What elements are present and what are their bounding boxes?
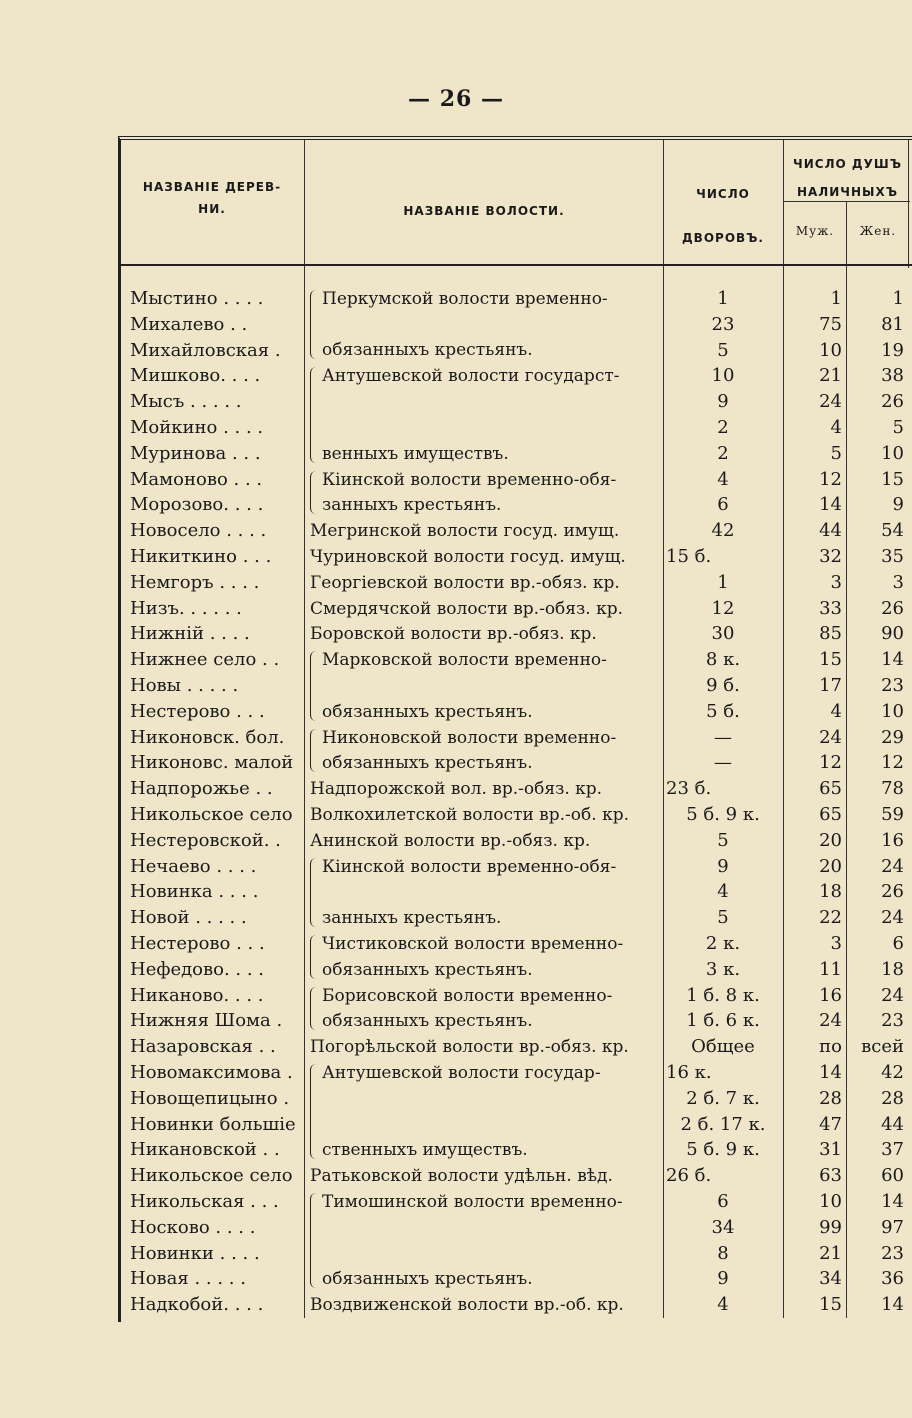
volost-group [310,931,662,983]
dvor-count: 5 б. [706,700,740,722]
group-brace [310,858,319,927]
men-count: 4 [830,417,842,438]
volost-name: венныхъ имуществъ. [322,443,509,464]
women-count: 42 [881,1062,904,1083]
dvor-count: 9 [717,1268,729,1290]
men-count: 33 [819,597,842,619]
dvor-count: 4 [717,881,729,903]
dvor-count: 34 [711,1216,735,1238]
dvor-count: 2 к. [705,933,741,954]
dvor-count: 9 [717,855,729,877]
volost-name: Тимошинской волости временно- [322,1192,623,1212]
village-name: Нижнее село . . [130,649,280,671]
women-count: 24 [881,907,904,929]
women-count: 26 [881,881,904,903]
women-count: 16 [881,829,904,851]
dvor-count: 26 б. [666,1165,712,1187]
women-count: 54 [881,520,904,542]
women-count: 14 [881,1294,904,1316]
women-count: 23 [881,1242,904,1264]
group-brace [310,729,319,773]
volost-group [310,647,662,724]
women-count: 26 [881,391,904,413]
men-header: Муж. [795,224,835,238]
volost-name: занныхъ крестьянъ. [322,907,502,928]
dvor-header [665,172,781,260]
page-number: — 26 — [408,86,504,112]
dvor-count: 30 [711,623,735,645]
dvor-header-line2: ДВОРОВЪ. [681,231,764,245]
group-brace [310,471,319,515]
women-count: 24 [881,855,904,877]
men-count: 34 [819,1268,842,1290]
men-count: 21 [819,365,842,387]
women-count: 37 [881,1139,904,1161]
souls-header [785,150,910,206]
group-brace [310,935,319,979]
village-name: Назаровская . . [130,1036,276,1058]
volost-name: обязанныхъ крестьянъ. [322,1269,533,1290]
men-count: 1 [830,288,842,309]
volost-name: Борисовской волости временно- [322,985,613,1006]
volost-name: Мегринской волости госуд. имущ. [310,521,620,542]
village-name: Михайловская . [130,339,281,361]
volost-name: Марковской волости временно- [322,650,607,671]
women-header: Жен. [859,224,897,238]
volost-group [310,467,662,519]
table-row [0,802,912,828]
village-header-line2: НИ. [198,202,226,216]
village-name: Никиткино . . . [130,546,272,567]
men-count: 32 [819,546,842,567]
table-row [0,1163,912,1189]
men-count: 20 [819,829,842,851]
village-name: Надкобой. . . . [130,1294,264,1316]
village-name: Немгоръ . . . . [130,571,260,593]
dvor-count: 8 [717,1242,729,1264]
volost-name: занныхъ крестьянъ. [322,495,502,516]
women-count: 15 [881,468,904,490]
women-count: 12 [881,752,904,774]
dvor-count: 2 б. 17 к. [680,1113,766,1135]
dvor-count: 5 б. 9 к. [686,1139,760,1161]
men-count: 75 [819,313,842,335]
table-row [0,518,912,544]
women-count: 23 [881,1010,904,1032]
women-count: 26 [881,597,904,619]
women-count: 6 [892,933,904,954]
village-name: Мамоново . . . [130,468,263,490]
volost-name: Антушевской волости государст- [322,366,620,387]
village-name: Новы . . . . . [130,675,239,696]
dvor-count: 5 [717,339,729,361]
women-count: 35 [881,546,904,567]
women-count: 23 [881,675,904,696]
men-count: 3 [830,933,842,954]
volost-name: Чистиковской волости временно- [322,934,624,954]
dvor-count: 9 [717,391,729,413]
village-name: Никольская . . . [130,1191,279,1212]
village-name: Никоновск. бол. [130,726,285,748]
village-name: Новая . . . . . [130,1268,246,1290]
volost-name: Боровской волости вр.-обяз. кр. [310,624,597,645]
dvor-count: 1 б. 6 к. [686,1010,760,1032]
women-count: 78 [881,778,904,800]
village-name: Новощепицыно . [130,1087,290,1109]
women-count: 9 [892,494,904,516]
men-count: 21 [819,1242,842,1264]
volost-group [310,725,662,777]
men-count: 65 [819,804,842,825]
men-count: 31 [819,1139,842,1161]
volost-group [310,363,662,466]
dvor-count: 10 [711,365,735,387]
village-name: Новинки большiе [130,1113,296,1135]
table-row [0,621,912,647]
dvor-count: 2 [717,417,729,438]
women-count: 14 [881,649,904,671]
men-count: 10 [819,1191,842,1212]
group-brace [310,1193,319,1288]
men-count: 3 [830,571,842,593]
dvor-count: 42 [711,520,735,542]
volost-group [310,286,662,363]
table-row [0,828,912,854]
men-count: 5 [830,442,842,464]
volost-name: Анинской волости вр.-обяз. кр. [310,830,591,851]
dvor-header-line1: ЧИСЛО [696,187,750,201]
volost-header: НАЗВАНIЕ ВОЛОСТИ. [403,204,565,218]
men-count: 10 [819,339,842,361]
volost-name: обязанныхъ крестьянъ. [322,1011,533,1032]
men-count: 28 [819,1087,842,1109]
men-count: по [819,1036,842,1058]
table-row [0,1292,912,1318]
men-count: 20 [819,855,842,877]
group-brace [310,987,319,1031]
village-name: Нестерово . . . [130,700,265,722]
village-header [122,176,302,220]
men-count: 85 [819,623,842,645]
village-name: Никольское село [130,1165,293,1187]
men-count: 12 [819,468,842,490]
men-count: 14 [819,494,842,516]
women-count: 19 [881,339,904,361]
women-count: 10 [881,442,904,464]
women-count: 29 [881,726,904,748]
souls-header-line1: ЧИСЛО ДУШЪ [793,157,902,171]
group-brace [310,651,319,720]
dvor-count: 23 б. [666,778,712,800]
men-count: 44 [819,520,842,542]
men-count: 22 [819,907,842,929]
dvor-count: 6 [717,494,729,516]
dvor-count: 15 б. [666,546,712,567]
men-count: 65 [819,778,842,800]
village-name: Нижняя Шома . [130,1010,283,1032]
women-count: 38 [881,365,904,387]
dvor-count: 9 б. [706,675,740,696]
volost-name: Волкохилетской волости вр.-об. кр. [310,805,629,825]
volost-name: Надпорожской вол. вр.-обяз. кр. [310,779,603,800]
volost-name: Погорѣльской волости вр.-обяз. кр. [310,1037,629,1058]
dvor-count: 1 б. 8 к. [686,984,760,1006]
dvor-count: 8 к. [705,649,741,671]
dvor-count: 1 [717,288,729,309]
dvor-count: 23 [711,313,735,335]
village-name: Мишково. . . . [130,365,261,387]
village-name: Мысъ . . . . . [130,391,242,413]
volost-name: Воздвиженской волости вр.-об. кр. [310,1295,624,1316]
village-name: Никоновс. малой [130,752,294,774]
dvor-count: 16 к. [666,1062,712,1083]
women-count: 81 [881,313,904,335]
village-name: Мойкино . . . . [130,417,264,438]
table-row [0,596,912,622]
men-count: 17 [819,675,842,696]
village-name: Нестеровской. . [130,829,281,851]
table-row [0,1034,912,1060]
village-name: Никольское село [130,804,293,825]
volost-name: обязанныхъ крестьянъ. [322,959,533,980]
volost-name: Никоновской волости временно- [322,727,617,748]
volost-group [310,1189,662,1292]
women-count: 97 [881,1216,904,1238]
dvor-count: 5 [717,829,729,851]
men-count: 16 [819,984,842,1006]
women-count: 18 [881,958,904,980]
table-row [0,544,912,570]
village-name: Новосело . . . . [130,520,267,542]
volost-name: Антушевской волости государ- [322,1063,601,1083]
dvor-count: 5 [717,907,729,929]
women-count: 14 [881,1191,904,1212]
volost-name: обязанныхъ крестьянъ. [322,701,533,722]
men-count: 47 [819,1113,842,1135]
men-count: 18 [819,881,842,903]
dvor-count: 2 б. 7 к. [686,1087,760,1109]
men-count: 11 [819,958,842,980]
table-row [0,570,912,596]
men-count: 99 [819,1216,842,1238]
men-count: 15 [819,1294,842,1316]
men-count: 12 [819,752,842,774]
dvor-count: 4 [717,1294,729,1316]
village-name: Никановской . . [130,1139,280,1161]
dvor-count: — [714,752,732,774]
women-count: 44 [881,1113,904,1135]
group-brace [310,367,319,462]
dvor-count: 2 [717,442,729,464]
village-name: Новинка . . . . [130,881,259,903]
volost-name: Георгiевской волости вр.-обяз. кр. [310,572,620,593]
dvor-count: 6 [717,1191,729,1212]
men-count: 24 [819,726,842,748]
dvor-count: 3 к. [705,958,741,980]
volost-name: Смердячской волости вр.-обяз. кр. [310,598,624,619]
village-name: Мыстино . . . . [130,288,264,309]
volost-name: обязанныхъ крестьянъ. [322,753,533,774]
men-count: 63 [819,1165,842,1187]
dvor-count: 12 [711,597,735,619]
women-count: 5 [892,417,904,438]
village-name: Нечаево . . . . [130,855,257,877]
women-count: 1 [892,288,904,309]
dvor-count: — [714,726,732,748]
men-count: 14 [819,1062,842,1083]
village-name: Надпорожье . . [130,778,273,800]
group-brace [310,290,319,359]
women-count: 60 [881,1165,904,1187]
volost-name: Ратьковской волости удѣльн. вѣд. [310,1166,613,1187]
souls-header-line2: НАЛИЧНЫХЪ [796,185,899,199]
women-count: 59 [881,804,904,825]
dvor-count: 1 [717,571,729,593]
village-name: Носково . . . . [130,1216,256,1238]
volost-name: Кiинской волости временно-обя- [322,469,617,490]
women-count: 3 [892,571,904,593]
men-count: 24 [819,391,842,413]
village-name: Михалево . . [130,313,248,335]
women-count: 28 [881,1087,904,1109]
women-count: 10 [881,700,904,722]
village-name: Новомаксимова . [130,1062,293,1083]
village-name: Нефедово. . . . [130,958,265,980]
men-count: 15 [819,649,842,671]
volost-name: обязанныхъ крестьянъ. [322,340,533,361]
village-header-line1: НАЗВАНIЕ ДЕРЕВ- [142,180,282,194]
header-bottom-rule [120,264,912,266]
dvor-count: 5 б. 9 к. [686,804,760,825]
women-count: 36 [881,1268,904,1290]
volost-name: Кiинской волости временно-обя- [322,856,617,877]
volost-group [310,854,662,931]
village-name: Новой . . . . . [130,907,247,929]
village-name: Нестерово . . . [130,933,265,954]
volost-name: Перкумской волости временно- [322,289,608,309]
women-count: 90 [881,623,904,645]
dvor-count: Общее [691,1036,755,1058]
village-name: Морозово. . . . [130,494,264,516]
village-name: Низъ. . . . . . [130,597,242,619]
men-count: 4 [830,700,842,722]
village-name: Муринова . . . [130,442,261,464]
village-name: Новинки . . . . [130,1242,260,1264]
volost-name: Чуриновской волости госуд. имущ. [310,547,626,567]
table-row [0,776,912,802]
volost-name: ственныхъ имуществъ. [322,1140,528,1161]
village-name: Нижнiй . . . . [130,623,250,645]
women-count: всей [861,1036,904,1058]
volost-group [310,1060,662,1163]
village-name: Никаново. . . . [130,984,264,1006]
men-count: 24 [819,1010,842,1032]
group-brace [310,1064,319,1159]
women-count: 24 [881,984,904,1006]
volost-group [310,983,662,1035]
dvor-count: 4 [717,468,729,490]
